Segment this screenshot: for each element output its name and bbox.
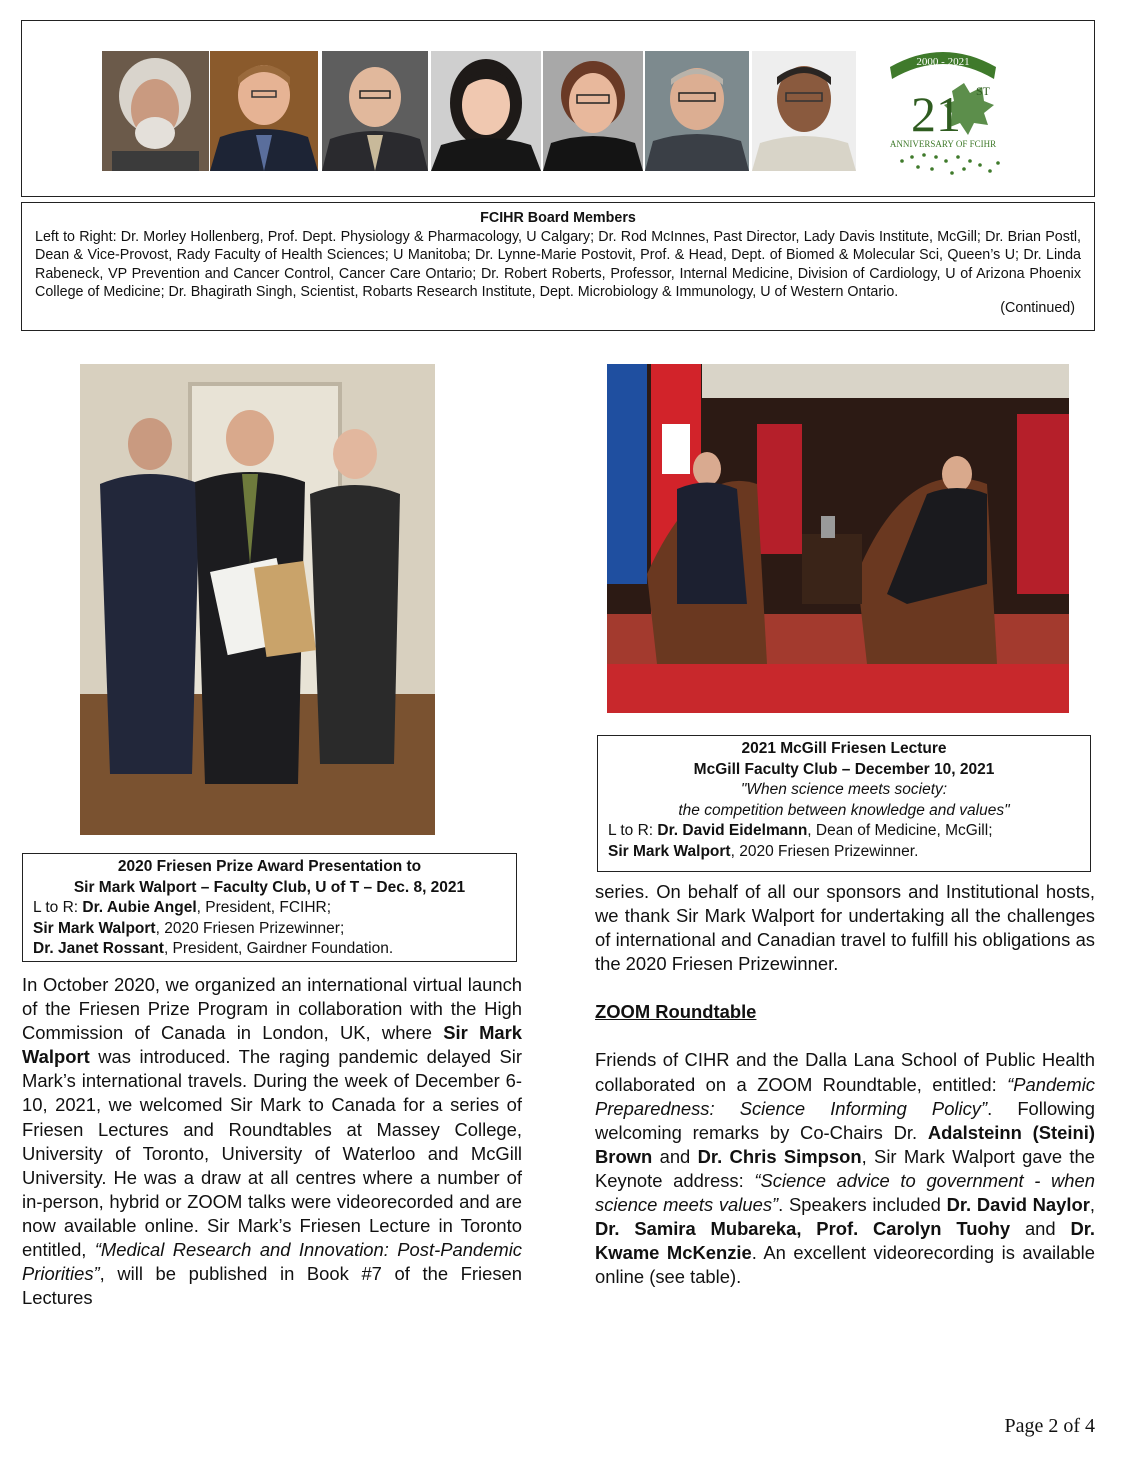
award-caption-line2: Sir Mark Walport – Faculty Club, U of T – Dec. 8, 2021 bbox=[73, 878, 466, 896]
mcgill-lecture-photo bbox=[607, 364, 1069, 713]
portrait-morley-hollenberg bbox=[102, 51, 209, 171]
lecture-caption-quote1: "When science meets society: bbox=[740, 781, 948, 798]
lecture-caption-quote2: the competition between knowledge and values" bbox=[678, 801, 1010, 819]
portrait-robert-roberts bbox=[645, 51, 749, 171]
logo-caption: ANNIVERSARY OF FCIHR bbox=[889, 139, 997, 149]
anniversary-logo bbox=[874, 43, 1012, 183]
board-caption-body: Left to Right: Dr. Morley Hollenberg, Prof. Dept. Physiology & Pharmacology, U Calgary; Dr. Rod McInnes, Past Director, Lady Davis Institute, McGill; Dr. Brian Postl, Dean & Vice-Provost, Rady Faculty of Health Sciences; U Manitoba; Dr. Lynne-Marie Postovit, Prof. & Head, Dept. of Biomed & Molecular Sci, Queen’s U; Dr. Linda Rabeneck, VP Prevention and Cancer Control, Cancer Care Ontario; Dr. Robert Roberts, Professor, Internal Medicine, Division of Cardiology, U of Arizona Phoenix College of Medicine; Dr. Bhagirath Singh, Scientist, Robarts Research Institute, Dept. Microbiology & Immunology, U of Western Ontario. bbox=[35, 228, 1081, 301]
lecture-caption-person1: L to R: Dr. David Eidelmann, Dean of Medicine, McGill; bbox=[608, 822, 993, 839]
continuation-paragraph: series. On behalf of all our sponsors and Institutional hosts, we thank Sir Mark Walport for undertaking all the challenges of international and Canadian travel to fulfill his obligations as the 2020 Friesen Prizewinner. bbox=[595, 881, 1095, 975]
portrait-rod-mcinnes bbox=[210, 51, 318, 171]
lecture-caption-person2: Sir Mark Walport, 2020 Friesen Prizewinner. bbox=[608, 842, 919, 860]
lecture-photo-caption bbox=[597, 735, 1091, 872]
award-caption-person2: Sir Mark Walport, 2020 Friesen Prizewinner; bbox=[33, 919, 345, 937]
award-caption-line1: 2020 Friesen Prize Award Presentation to bbox=[117, 858, 422, 875]
board-photo-strip bbox=[21, 20, 1095, 197]
logo-superscript: ST bbox=[976, 84, 991, 98]
award-caption-person1: L to R: Dr. Aubie Angel, President, FCIHR; bbox=[33, 899, 332, 916]
logo-number: 21 bbox=[911, 86, 961, 142]
page-number: Page 2 of 4 bbox=[1004, 1415, 1095, 1437]
portrait-linda-rabeneck bbox=[543, 51, 643, 171]
zoom-roundtable-heading: ZOOM Roundtable bbox=[595, 1001, 757, 1023]
logo-dots bbox=[900, 153, 1000, 175]
board-caption-title: FCIHR Board Members bbox=[480, 210, 636, 226]
logo-years: 2000 - 2021 bbox=[916, 56, 970, 68]
zoom-roundtable-paragraph: Friends of CIHR and the Dalla Lana School of Public Health collaborated on a ZOOM Roundtable, entitled: “Pandemic Preparedness: Science Informing Policy”. Following welcoming remarks by Co-Chairs Dr. Adalsteinn (Steini) Brown and Dr. Chris Simpson, Sir Mark Walport gave the Keynote address: “Science advice to government - when science meets values”. Speakers included Dr. David Naylor, Dr. Samira Mubareka, Prof. Carolyn Tuohy and Dr. Kwame McKenzie. An excellent videorecording is available online (see table). bbox=[595, 1049, 1096, 1288]
board-members-caption bbox=[21, 202, 1095, 331]
portrait-brian-postl bbox=[322, 51, 428, 171]
portrait-lynne-marie-postovit bbox=[431, 51, 541, 171]
award-caption-person3: Dr. Janet Rossant, President, Gairdner Foundation. bbox=[33, 940, 394, 957]
friesen-prize-paragraph: In October 2020, we organized an international virtual launch of the Friesen Prize Program in collaboration with the High Commission of Canada in London, UK, where Sir Mark Walport was introduced. The raging pandemic delayed Sir Mark’s international travels. During the week of December 6-10, 2021, we welcomed Sir Mark to Canada for a series of Friesen Lectures and Roundtables at Massey College, University of Toronto, University of Waterloo and McGill University. He was a draw at all centres where a number of in-person, hybrid or ZOOM talks were videorecorded and are now available online. Sir Mark’s Friesen Lecture in Toronto entitled, “Medical Research and Innovation: Post-Pandemic Priorities”, will be published in Book #7 of the Friesen Lectures bbox=[22, 974, 523, 1309]
award-presentation-photo bbox=[80, 364, 435, 835]
award-photo-caption bbox=[22, 853, 517, 962]
lecture-caption-line2: McGill Faculty Club – December 10, 2021 bbox=[693, 760, 995, 778]
portrait-bhagirath-singh bbox=[752, 51, 856, 171]
continued-label: (Continued) bbox=[1000, 300, 1075, 317]
right-article-column bbox=[595, 880, 1095, 1289]
lecture-caption-line1: 2021 McGill Friesen Lecture bbox=[741, 740, 947, 757]
left-article-column bbox=[22, 973, 522, 1310]
